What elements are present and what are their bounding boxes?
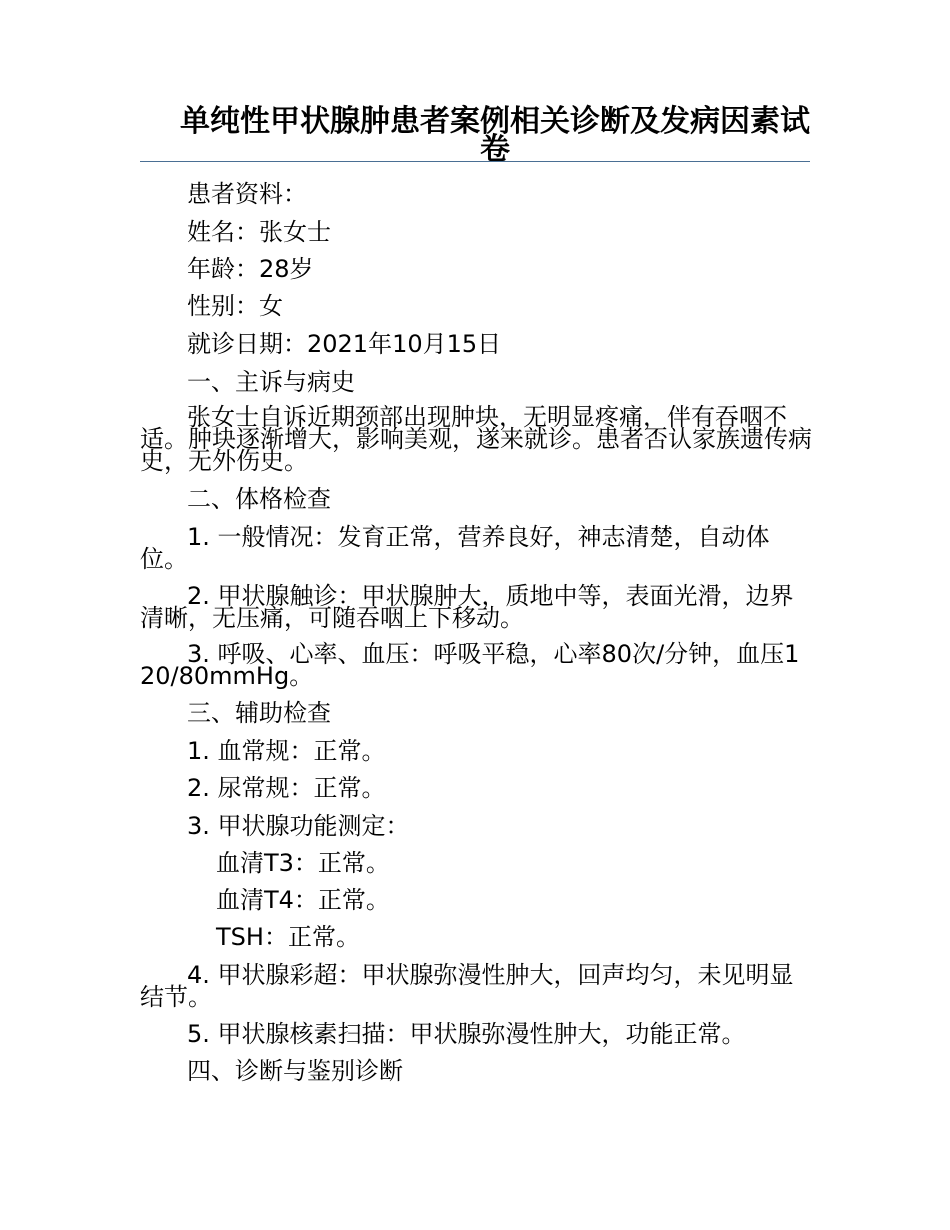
thyroid-function-t4: 血清T4：正常。 — [216, 886, 390, 914]
visit-date: 就诊日期：2021年10月15日 — [187, 330, 502, 358]
aux-item-urine-routine: 2. 尿常规：正常。 — [187, 774, 386, 802]
aux-item-thyroid-function: 3. 甲状腺功能测定： — [187, 812, 410, 840]
section-heading-physical-exam: 二、体格检查 — [187, 485, 331, 513]
exam-item-thyroid-palpation: 2. 甲状腺触诊：甲状腺肿大，质地中等，表面光滑，边界清晰，无压痛，可随吞咽上下移动。 — [140, 582, 794, 632]
thyroid-function-t3: 血清T3：正常。 — [216, 849, 390, 877]
exam-item-vitals: 3. 呼吸、心率、血压：呼吸平稳，心率80次/分钟，血压120/80mmHg。 — [140, 640, 800, 690]
aux-item-blood-routine: 1. 血常规：正常。 — [187, 737, 386, 765]
title-underline — [140, 161, 810, 162]
section-heading-diagnosis: 四、诊断与鉴别诊断 — [187, 1057, 403, 1085]
aux-item-thyroid-scan: 5. 甲状腺核素扫描：甲状腺弥漫性肿大，功能正常。 — [187, 1020, 746, 1048]
exam-item-general: 1. 一般情况：发育正常，营养良好，神志清楚，自动体位。 — [140, 523, 770, 573]
section-heading-complaint: 一、主诉与病史 — [187, 368, 355, 396]
patient-gender: 性别：女 — [187, 292, 283, 320]
section-label-patient-info: 患者资料： — [187, 180, 307, 208]
document-title: 单纯性甲状腺肿患者案例相关诊断及发病因素试卷 — [180, 104, 810, 167]
patient-name: 姓名：张女士 — [187, 218, 331, 246]
section-heading-auxiliary: 三、辅助检查 — [187, 699, 331, 727]
aux-item-thyroid-ultrasound: 4. 甲状腺彩超：甲状腺弥漫性肿大，回声均匀，未见明显结节。 — [140, 961, 794, 1011]
thyroid-function-tsh: TSH：正常。 — [216, 923, 360, 951]
patient-age: 年龄：28岁 — [187, 255, 314, 283]
complaint-history-paragraph: 张女士自诉近期颈部出现肿块，无明显疼痛，伴有吞咽不适。肿块逐渐增大，影响美观，遂来就诊。患者否认家族遗传病史，无外伤史。 — [140, 403, 812, 475]
